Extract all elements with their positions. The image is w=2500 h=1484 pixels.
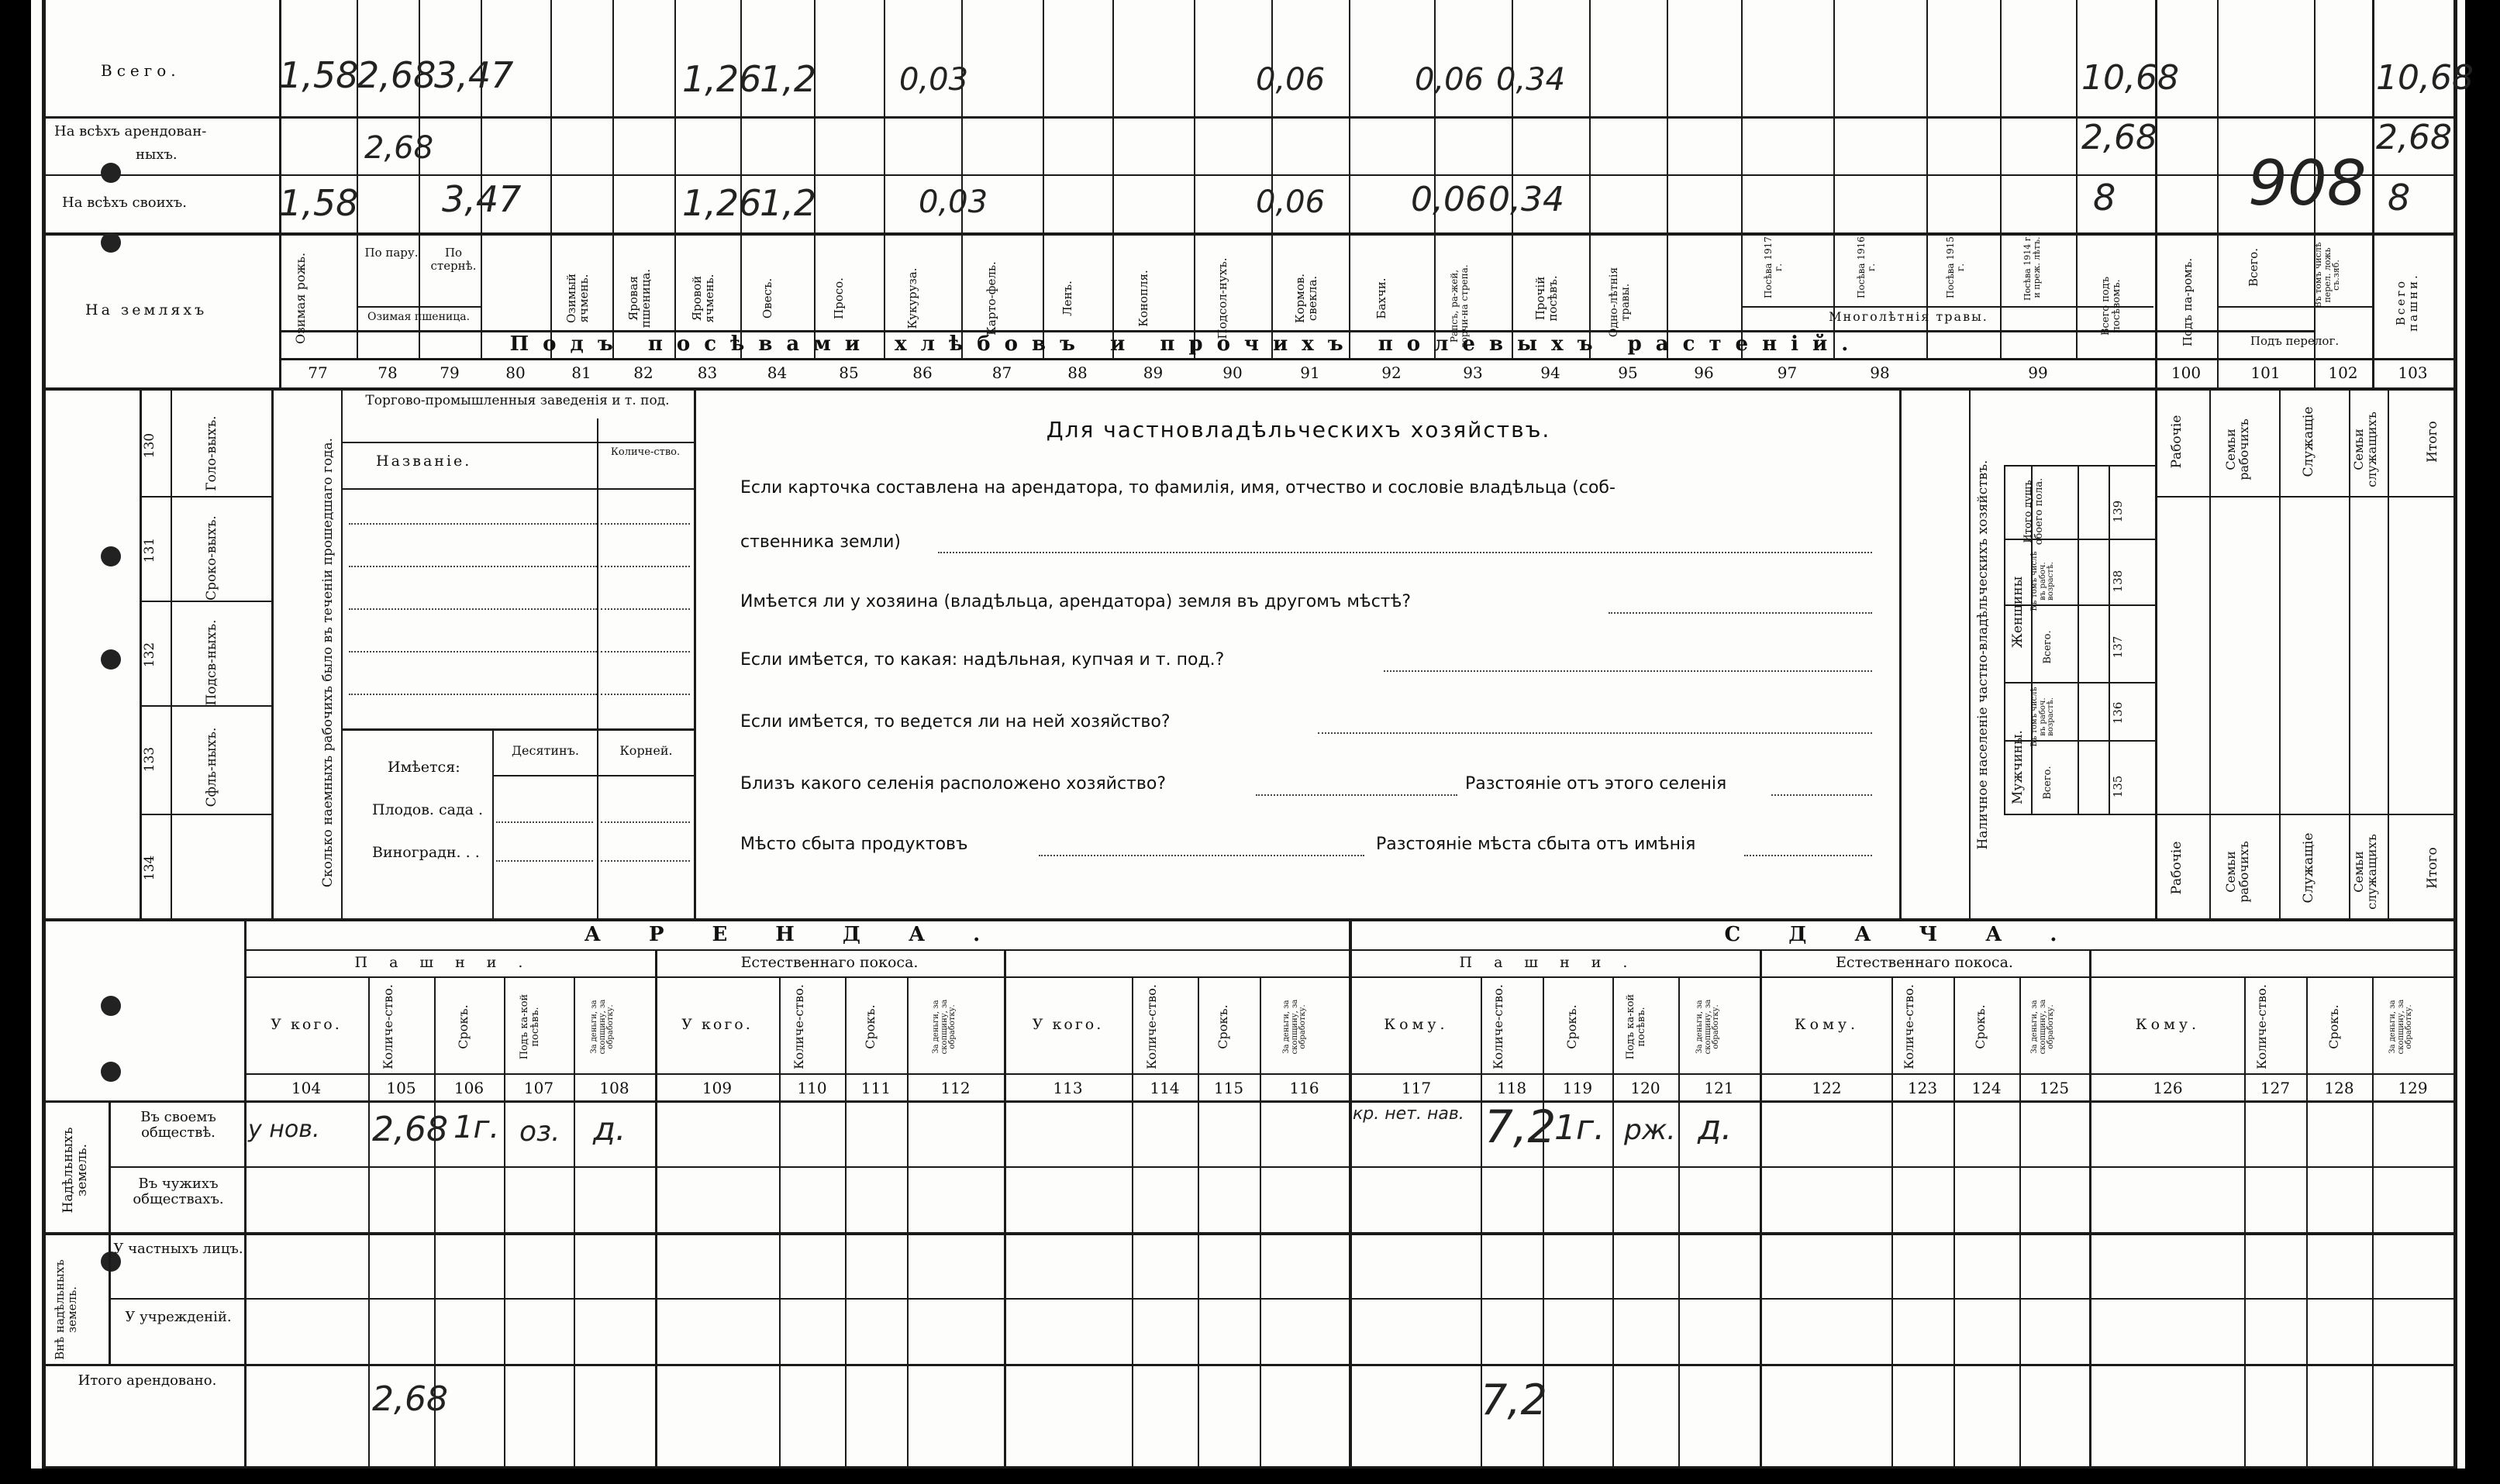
q5: Близъ какого селенія расположено хозяйство? bbox=[740, 774, 1166, 794]
pop-men-work: Въ томъ числѣ въ рабоч. возрастѣ. bbox=[2030, 687, 2055, 747]
hw-vsego-77: 1,58 bbox=[279, 54, 359, 96]
colno-89: 89 bbox=[1143, 363, 1164, 382]
hdr-119: Срокъ. bbox=[1564, 1004, 1579, 1049]
hdr-125: За деньги, за скопщину, за обработку. bbox=[2030, 999, 2055, 1055]
hired-workers-label: Сколько наемныхъ рабочихъ было въ теченіи прошедшаго года. bbox=[320, 437, 336, 888]
hdr-122: Кому. bbox=[1794, 1016, 1860, 1033]
bno-121: 121 bbox=[1704, 1079, 1734, 1097]
bno-111: 111 bbox=[860, 1079, 891, 1097]
q4-answer-line[interactable] bbox=[1318, 732, 1872, 734]
hdr-129: За деньги, за скопщину, за обработку. bbox=[2388, 999, 2413, 1055]
hdr-124: Срокъ. bbox=[1973, 1004, 1988, 1049]
header-87: Ленъ. bbox=[1060, 281, 1074, 316]
colno-94: 94 bbox=[1540, 363, 1560, 382]
q6: Мѣсто сбыта продуктовъ bbox=[740, 835, 968, 854]
hw-vsego-79: 3,47 bbox=[434, 54, 514, 96]
q5b: Разстояніе отъ этого селенія bbox=[1465, 774, 1727, 794]
hw-itogo-1: 2,68 bbox=[372, 1379, 448, 1419]
hdr-121: За деньги, за скопщину, за обработку. bbox=[1695, 999, 1720, 1055]
q3-answer-line[interactable] bbox=[1384, 670, 1872, 672]
pop-women-work: Въ томъ числѣ въ рабоч. возрастѣ. bbox=[2030, 551, 2055, 611]
header-86: Карто-фель. bbox=[984, 261, 998, 336]
bno-104: 104 bbox=[291, 1079, 322, 1097]
q6-answer-line[interactable] bbox=[1039, 855, 1364, 856]
hw-svoi-89: 0,06 bbox=[1256, 184, 1326, 220]
bno-120: 120 bbox=[1630, 1079, 1660, 1097]
colno-102: 102 bbox=[2328, 363, 2358, 382]
bno-129: 129 bbox=[2398, 1079, 2428, 1097]
binder-hole bbox=[101, 996, 121, 1016]
q6b-answer-line[interactable] bbox=[1744, 855, 1872, 856]
workers-sluzh-top: Служащіе bbox=[2301, 406, 2316, 477]
workers-itogo-top: Итого bbox=[2425, 421, 2440, 463]
header-83: Овесъ. bbox=[760, 277, 774, 319]
hw-vsego-103: 10,68 bbox=[2376, 58, 2474, 98]
hdr-127: Количе-ство. bbox=[2254, 984, 2269, 1069]
colno-82: 82 bbox=[633, 363, 653, 382]
hdr-106: Срокъ. bbox=[456, 1004, 471, 1049]
bno-116: 116 bbox=[1289, 1079, 1319, 1097]
hw-svoi-79: 3,47 bbox=[442, 178, 522, 220]
colno-86: 86 bbox=[912, 363, 933, 382]
workers-semi-rab-top: Семьи рабочихъ bbox=[2223, 418, 2251, 480]
plodov-label: Плодов. сада . bbox=[372, 801, 484, 818]
hw-svoi-77: 1,58 bbox=[279, 182, 359, 224]
workers-semi-rab-bottom: Семьи рабочихъ bbox=[2223, 841, 2251, 903]
hw-b-pod: оз. bbox=[519, 1116, 560, 1148]
hdr-109: У кого. bbox=[681, 1016, 753, 1033]
hw-b-srok2: 1г. bbox=[1554, 1108, 1605, 1148]
header-102: Въ томъ числѣ перел. ложь съ.зяб. bbox=[2313, 242, 2342, 308]
desyatin-header: Десятинъ. bbox=[512, 743, 579, 758]
bno-127: 127 bbox=[2260, 1079, 2291, 1097]
livestock-no-130: 130 bbox=[142, 432, 157, 459]
pop-men-vsego: Всего. bbox=[2042, 766, 2053, 800]
row-chastnye: У частныхъ лицъ. bbox=[113, 1241, 243, 1257]
bno-109: 109 bbox=[702, 1079, 733, 1097]
bno-117: 117 bbox=[1401, 1079, 1432, 1097]
hw-vsego-89: 0,06 bbox=[1256, 62, 1326, 98]
hw-svoi-82: 1,26 bbox=[682, 182, 762, 224]
hdr-123: Количе-ство. bbox=[1902, 984, 1916, 1069]
livestock-podsvnykh: Подсв-ныхъ. bbox=[204, 619, 219, 706]
row-chuzhie: Въ чужихъ обществахъ. bbox=[133, 1176, 224, 1207]
colno-100: 100 bbox=[2171, 363, 2202, 382]
q5b-answer-line[interactable] bbox=[1771, 794, 1872, 796]
workers-sluzh-bottom: Служащіе bbox=[2301, 832, 2316, 904]
pop-no-139: 139 bbox=[2111, 500, 2125, 523]
header-101: Всего. bbox=[2247, 248, 2260, 287]
pop-no-138: 138 bbox=[2111, 570, 2125, 593]
header-96: Посѣва 1916 г. bbox=[1856, 236, 1877, 298]
hdr-105: Количе-ство. bbox=[381, 984, 395, 1069]
header-98: Посѣва 1914 г. и преж. лѣтъ. bbox=[2022, 234, 2042, 301]
bno-115: 115 bbox=[1213, 1079, 1244, 1097]
hw-vsego-99: 10,68 bbox=[2081, 58, 2179, 98]
hdr-118: Количе-ство. bbox=[1491, 984, 1505, 1069]
crop-banner: Подъ посѣвами хлѣбовъ и прочихъ полевыхъ растеній. bbox=[509, 332, 1863, 356]
row-label-vsego: Всего. bbox=[101, 61, 181, 80]
row-svoe: Въ своемъ обществѣ. bbox=[140, 1109, 216, 1141]
colno-99: 99 bbox=[2028, 363, 2048, 382]
header-79: По стернѣ. bbox=[430, 246, 477, 273]
binder-hole bbox=[101, 232, 121, 253]
colno-78: 78 bbox=[378, 363, 398, 382]
vinograd-label: Виноградн. . . bbox=[372, 844, 480, 861]
hw-vsego-83: 1,2 bbox=[760, 58, 817, 100]
hw-b-za: д. bbox=[593, 1110, 626, 1148]
pop-women: Женщины bbox=[2010, 576, 2026, 649]
hdr-115: Срокъ. bbox=[1216, 1004, 1230, 1049]
trade-qty-header: Количе-ство. bbox=[610, 446, 681, 458]
header-mnogoletnie: Многолѣтнія травы. bbox=[1829, 309, 1988, 324]
hw-svoi-101: 908 bbox=[2248, 147, 2367, 219]
binder-hole bbox=[101, 163, 121, 183]
bno-113: 113 bbox=[1053, 1079, 1083, 1097]
sdacha-pashni: Пашни. bbox=[1459, 954, 1650, 971]
colno-96: 96 bbox=[1694, 363, 1714, 382]
hdr-128: Срокъ. bbox=[2326, 1004, 2341, 1049]
workers-semi-sl-bottom: Семьи служащихъ bbox=[2351, 834, 2379, 910]
header-80: Озимый ячмень. bbox=[564, 273, 591, 324]
binder-hole bbox=[101, 649, 121, 670]
bno-122: 122 bbox=[1812, 1079, 1842, 1097]
bno-110: 110 bbox=[797, 1079, 827, 1097]
hw-arend-103: 2,68 bbox=[2376, 118, 2452, 157]
nadel-label: Надѣльныхъ земель. bbox=[60, 1127, 90, 1214]
hw-arend-99: 2,68 bbox=[2081, 118, 2157, 157]
bno-105: 105 bbox=[386, 1079, 416, 1097]
bno-114: 114 bbox=[1150, 1079, 1180, 1097]
colno-85: 85 bbox=[839, 363, 859, 382]
population-label: Наличное населеніе частно-владѣльческихъ хозяйствъ. bbox=[1975, 460, 1991, 850]
q2-answer-line[interactable] bbox=[1609, 612, 1872, 614]
colno-88: 88 bbox=[1067, 363, 1088, 382]
header-88: Конопля. bbox=[1136, 270, 1150, 327]
hdr-117: Кому. bbox=[1384, 1016, 1449, 1033]
hw-b-za2: д. bbox=[1698, 1108, 1733, 1148]
hw-b-pod2: рж. bbox=[1624, 1114, 1676, 1146]
row-uchrezhd: У учрежденій. bbox=[125, 1309, 232, 1325]
vne-nadel-label: Внѣ надѣльныхъ земель. bbox=[53, 1259, 79, 1360]
hw-vsego-82: 1,26 bbox=[682, 58, 762, 100]
hw-vsego-78: 2,68 bbox=[357, 54, 436, 96]
livestock-no-133: 133 bbox=[142, 746, 157, 773]
trade-title: Торгово-промышленныя заведенія и т. под. bbox=[365, 393, 670, 408]
hw-vsego-91: 0,06 bbox=[1415, 62, 1484, 98]
hw-vsego-92: 0,34 bbox=[1496, 62, 1566, 98]
q1-answer-line[interactable] bbox=[938, 552, 1872, 553]
header-78: По пару. bbox=[364, 246, 419, 260]
workers-rabochie-top: Рабочіе bbox=[2169, 415, 2184, 469]
census-card bbox=[31, 0, 2474, 1469]
bno-125: 125 bbox=[2039, 1079, 2070, 1097]
colno-77: 77 bbox=[308, 363, 328, 382]
hw-b-srok: 1г. bbox=[453, 1110, 500, 1145]
hdr-126: Кому. bbox=[2135, 1016, 2201, 1033]
livestock-srokovykh: Сроко-выхъ. bbox=[204, 515, 219, 601]
colno-91: 91 bbox=[1300, 363, 1320, 382]
arenda-pashni: Пашни. bbox=[354, 954, 545, 971]
hw-svoi-86: 0,03 bbox=[919, 184, 988, 220]
colno-98: 98 bbox=[1870, 363, 1890, 382]
q1b: ственника земли) bbox=[740, 532, 902, 552]
imeetsya-label: Имѣется: bbox=[388, 759, 460, 776]
colno-93: 93 bbox=[1463, 363, 1483, 382]
bno-128: 128 bbox=[2324, 1079, 2354, 1097]
colno-87: 87 bbox=[991, 363, 1012, 382]
row-label-zemli: На земляхъ bbox=[85, 301, 208, 318]
hdr-112: За деньги, за скопщину, за обработку. bbox=[932, 999, 957, 1055]
arenda-pokos: Естественнаго покоса. bbox=[740, 954, 919, 971]
hw-vsego-86: 0,03 bbox=[899, 62, 969, 98]
workers-rabochie-bottom: Рабочіе bbox=[2169, 841, 2184, 895]
livestock-sflnykh: Сфль-ныхъ. bbox=[204, 727, 219, 807]
header-93: Прочій посѣвъ. bbox=[1533, 275, 1560, 322]
hw-b-komu: кр. нет. нав. bbox=[1353, 1104, 1464, 1124]
colno-97: 97 bbox=[1777, 363, 1798, 382]
hw-svoi-99: 8 bbox=[2093, 177, 2116, 219]
header-89: Подсол-нухъ. bbox=[1216, 257, 1229, 339]
workers-semi-sl-top: Семьи служащихъ bbox=[2351, 411, 2379, 487]
hdr-110: Количе-ство. bbox=[791, 984, 806, 1069]
bno-119: 119 bbox=[1562, 1079, 1593, 1097]
hw-b-qty2: 7,2 bbox=[1484, 1100, 1557, 1153]
hw-itogo-2: 7,2 bbox=[1481, 1376, 1547, 1424]
korney-header: Корней. bbox=[619, 743, 673, 758]
livestock-no-131: 131 bbox=[142, 537, 157, 563]
row-label-svoi: На всѣхъ своихъ. bbox=[62, 195, 187, 211]
workers-itogo-bottom: Итого bbox=[2425, 847, 2440, 889]
pop-no-136: 136 bbox=[2111, 701, 2125, 725]
hdr-120: Подъ ка-кой посѣвъ. bbox=[1625, 993, 1647, 1060]
bno-126: 126 bbox=[2153, 1079, 2183, 1097]
header-90: Кормов. свекла. bbox=[1293, 273, 1319, 324]
header-100: Подъ па-ромъ. bbox=[2181, 257, 2195, 347]
hdr-104: У кого. bbox=[271, 1016, 342, 1033]
header-103: Всего пашни. bbox=[2394, 273, 2420, 332]
livestock-no-134: 134 bbox=[142, 855, 157, 881]
colno-92: 92 bbox=[1381, 363, 1402, 382]
hdr-107: Подъ ка-кой посѣвъ. bbox=[519, 993, 541, 1060]
binder-hole bbox=[101, 546, 121, 566]
header-95: Посѣва 1917 г. bbox=[1763, 236, 1784, 298]
bno-118: 118 bbox=[1496, 1079, 1527, 1097]
header-85: Кукуруза. bbox=[905, 267, 919, 329]
row-itogo: Итого арендовано. bbox=[78, 1372, 217, 1389]
hw-svoi-103: 8 bbox=[2388, 177, 2411, 219]
header-92: Рапсъ, ра-жей, горчи-на стрепа. bbox=[1449, 264, 1470, 348]
row-label-arend-line2: ныхъ. bbox=[136, 146, 178, 163]
binder-hole bbox=[101, 1062, 121, 1082]
pop-men: Мужчины. bbox=[2010, 730, 2026, 804]
header-94: Одно-лѣтнія травы. bbox=[1608, 267, 1632, 338]
hw-b-qty: 2,68 bbox=[372, 1110, 448, 1149]
header-99: Всего подъ посѣвомъ. bbox=[2100, 276, 2122, 336]
bno-106: 106 bbox=[453, 1079, 484, 1097]
header-81: Яровая пшеница. bbox=[626, 268, 653, 329]
hw-svoi-91: 0,06 bbox=[1411, 180, 1487, 219]
bno-123: 123 bbox=[1907, 1079, 1938, 1097]
hw-b-ukogo: у нов. bbox=[248, 1116, 320, 1143]
pop-women-vsego: Всего. bbox=[2042, 630, 2053, 664]
colno-83: 83 bbox=[697, 363, 718, 382]
hdr-111: Срокъ. bbox=[863, 1004, 878, 1049]
hw-svoi-83: 1,2 bbox=[760, 182, 817, 224]
bno-112: 112 bbox=[940, 1079, 971, 1097]
colno-103: 103 bbox=[2398, 363, 2428, 382]
header-91: Бахчи. bbox=[1374, 277, 1388, 319]
pop-no-135: 135 bbox=[2111, 775, 2125, 798]
private-title: Для частновладѣльческихъ хозяйствъ. bbox=[1046, 417, 1551, 442]
pop-total: Итого душъ обоего пола. bbox=[2022, 477, 2045, 546]
q5-answer-line[interactable] bbox=[1256, 794, 1457, 796]
bno-108: 108 bbox=[599, 1079, 629, 1097]
colno-95: 95 bbox=[1618, 363, 1638, 382]
header-97: Посѣва 1915 г. bbox=[1945, 236, 1966, 298]
q4: Если имѣется, то ведется ли на ней хозяйство? bbox=[740, 712, 1171, 732]
sdacha-title: СДАЧА. bbox=[1724, 923, 2105, 946]
hdr-114: Количе-ство. bbox=[1144, 984, 1159, 1069]
q2: Имѣется ли у хозяина (владѣльца, арендатора) земля въ другомъ мѣстѣ? bbox=[740, 592, 1412, 611]
colno-81: 81 bbox=[571, 363, 591, 382]
colno-84: 84 bbox=[767, 363, 788, 382]
header-84: Просо. bbox=[832, 277, 846, 319]
hdr-113: У кого. bbox=[1032, 1016, 1104, 1033]
q6b: Разстояніе мѣста сбыта отъ имѣнія bbox=[1376, 835, 1696, 854]
header-82: Яровой ячмень. bbox=[690, 274, 716, 323]
colno-79: 79 bbox=[440, 363, 460, 382]
sdacha-pokos: Естественнаго покоса. bbox=[1836, 954, 2013, 971]
q3: Если имѣется, то какая: надѣльная, купчая и т. под.? bbox=[740, 650, 1225, 670]
colno-80: 80 bbox=[505, 363, 526, 382]
header-pod-perelog: Подъ перелог. bbox=[2250, 334, 2340, 348]
row-label-arend-line1: На всѣхъ арендован- bbox=[54, 123, 207, 139]
colno-90: 90 bbox=[1222, 363, 1243, 382]
header-ozimaya-pshenitsa: Озимая пшеница. bbox=[367, 311, 471, 323]
header-77: Озимая рожь. bbox=[293, 252, 308, 345]
hdr-108: За деньги, за скопщину, за обработку. bbox=[590, 999, 615, 1055]
colno-101: 101 bbox=[2250, 363, 2281, 382]
trade-name-header: Названіе. bbox=[376, 453, 472, 470]
hw-arend-78: 2,68 bbox=[364, 130, 434, 166]
hw-svoi-92: 0,34 bbox=[1488, 180, 1564, 219]
bno-107: 107 bbox=[523, 1079, 554, 1097]
hdr-116: За деньги, за скопщину, за обработку. bbox=[1282, 999, 1307, 1055]
arenda-title: АРЕНДА. bbox=[584, 923, 1029, 946]
pop-no-137: 137 bbox=[2111, 635, 2125, 659]
bno-124: 124 bbox=[1971, 1079, 2002, 1097]
livestock-no-132: 132 bbox=[142, 642, 157, 668]
livestock-golovykh: Голо-выхъ. bbox=[204, 415, 219, 491]
q1: Если карточка составлена на арендатора, то фамилія, имя, отчество и сословіе владѣльца (соб- bbox=[740, 478, 1616, 498]
